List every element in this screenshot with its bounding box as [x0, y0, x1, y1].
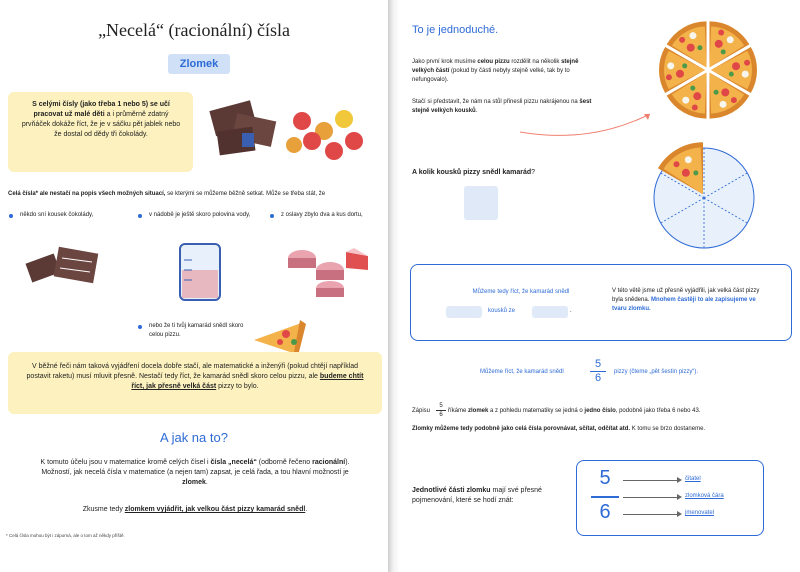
- fraction-definition: [412, 402, 792, 420]
- fraction-numerator: 5: [439, 403, 443, 409]
- fraction-denominator: 6: [439, 412, 443, 418]
- split-pizza-text: [412, 58, 602, 85]
- text-bold: jedno číslo: [584, 408, 616, 414]
- bullet-dot: [270, 214, 274, 218]
- fraction-sentence: [480, 358, 780, 388]
- label-denominator: jmenovatel: [685, 510, 715, 516]
- fraction-numerator: 5: [594, 358, 602, 370]
- diagram-denominator: 6: [599, 501, 611, 523]
- sliced-pizza-icon: [652, 14, 764, 126]
- question-bold: A kolik kousků pizzy snědl kamarád: [412, 169, 532, 176]
- note-part: V této větě jsme už přesně vyjádřili, jak velká část pizzy byla snědena.: [612, 288, 760, 303]
- text-part: , podobně jako třeba 6 nebo 43.: [615, 408, 701, 414]
- text-part: Zápisu: [412, 408, 431, 414]
- arrow-bar: [623, 497, 679, 498]
- question-text: [412, 168, 612, 178]
- parts-text: [412, 486, 567, 506]
- text-part: Zkusme tedy: [82, 506, 125, 513]
- curved-arrow-icon: [510, 100, 660, 145]
- bullet-water: v nádobě je ještě skoro polovina vody,: [149, 212, 251, 218]
- fraction-sentence-part: pizzy (čteme „pět šestin pizzy“).: [614, 369, 699, 375]
- right-page: [400, 0, 800, 572]
- label-bar: zlomková čára: [685, 493, 724, 499]
- rational-text: [30, 458, 360, 488]
- text-part: Stačí si představit, že nám na stůl přinesli pizzu nakrájenou na: [412, 99, 580, 105]
- fraction-inline: [590, 358, 606, 385]
- topic-pill: Zlomek: [168, 54, 230, 74]
- bullet-dot: [138, 214, 142, 218]
- text-part: .: [305, 506, 308, 513]
- text-part: mají své přesné pojmenování, které se hodí znát:: [412, 487, 542, 504]
- diagram-numerator: 5: [599, 467, 611, 489]
- precision-text: [22, 362, 368, 392]
- whole-bold: Celá čísla* ale nestačí na popis všech možných situací,: [8, 191, 166, 197]
- whole-rest: se kterými se můžeme běžně setkat. Může se třeba stát, že: [165, 191, 326, 197]
- text-bold: zlomek: [468, 408, 489, 414]
- bullet-cake: z oslavy zbylo dva a kus dortu,: [281, 212, 363, 218]
- sentence-of: kousků ze: [488, 308, 516, 314]
- whole-numbers-text: [8, 190, 380, 199]
- bullet-dot: [9, 214, 13, 218]
- text-bold: celou pizzu: [477, 59, 510, 65]
- text-part: (odborně řečeno: [256, 459, 313, 466]
- arrow-denominator: [623, 514, 679, 515]
- text-bold: čísla „necelá“: [210, 459, 257, 466]
- question-mark: ?: [531, 169, 536, 176]
- text-bold: stejně velkých částí: [412, 59, 579, 74]
- total-blank[interactable]: [532, 306, 568, 318]
- text-bold: Zlomky můžeme tedy podobně jako celá čísla porovnávat, sčítat, odčítat atd.: [412, 426, 631, 432]
- note-bold: Mnohem častěji to ale zapisujeme ve tvaru zlomku.: [612, 297, 756, 312]
- text-part: Jako první krok musíme: [412, 59, 478, 65]
- book-gutter: [388, 0, 400, 572]
- arrow-head: [677, 494, 682, 500]
- text-part: K tomuto účelu jsou v matematice kromě celých čísel i: [40, 459, 211, 466]
- text-bold: šest stejně velkých kousků: [412, 99, 592, 114]
- eaten-pizza-icon: [650, 140, 760, 255]
- text-bold: racionální: [312, 459, 346, 466]
- right-heading: To je jednoduché.: [412, 24, 499, 36]
- text-part: říkáme: [448, 408, 469, 414]
- water-glass-icon: [170, 240, 230, 305]
- bullet-pizza: nebo že ti tvůj kamarád snědl skoro celou pizzu.: [149, 323, 244, 338]
- chocolate-bar-icon: [209, 100, 276, 155]
- chocolate-apples-illustration: [204, 95, 374, 175]
- intro-bold: S celými čísly (jako třeba 1 nebo 5) se učí pracovat už malé děti: [32, 101, 170, 118]
- text-bold: zlomkem vyjádřit, jak velkou část pizzy kamarád snědl: [124, 506, 306, 513]
- text-part: (pokud by části nebyly stejně velké, tak by to nefungovalo).: [412, 68, 570, 83]
- howto-heading: A jak na to?: [160, 430, 228, 445]
- text-bold: zlomek: [182, 479, 206, 486]
- definition-text: [448, 407, 792, 416]
- arrow-head: [677, 511, 682, 517]
- bullet-dot: [138, 325, 142, 329]
- precision-part: pizzy to bylo.: [216, 383, 259, 390]
- footnote: * Celá čísla mohou být i záporná, ale o tom až někdy příště.: [6, 533, 125, 538]
- eaten-blank[interactable]: [446, 306, 482, 318]
- cakes-icon: [284, 238, 374, 303]
- text-part: .: [475, 108, 478, 114]
- fraction-sentence-part: Můžeme říct, že kamarád snědl: [480, 369, 564, 375]
- left-page: [0, 0, 388, 572]
- intro-text: [20, 100, 182, 140]
- precision-bold: budeme chtít říct, jak přesně velká část: [131, 373, 364, 390]
- fraction-small: [436, 402, 446, 419]
- text-part: ). Možností, jak necelá čísla v matematice (a nejen tam) zapsat, je celá řada, a tou hlavní možností je: [41, 459, 350, 476]
- sentence-say: Můžeme tedy říct, že kamarád snědl: [472, 289, 570, 295]
- compare-text: [412, 425, 792, 434]
- try-fraction-text: [20, 505, 370, 515]
- text-part: rozdělit na několik: [509, 59, 562, 65]
- chocolate-piece-icon: [22, 240, 102, 295]
- bullet-chocolate: někdo sní kousek čokolády,: [20, 212, 94, 218]
- label-numerator: čitatel: [685, 476, 701, 482]
- fraction-diagram: [576, 460, 764, 536]
- sentence-note: [612, 287, 772, 314]
- answer-blank[interactable]: [464, 186, 498, 220]
- sentence-dot: .: [570, 308, 572, 314]
- text-bold: Jednotlivé části zlomku: [412, 487, 491, 494]
- intro-rest: a i průměrně zdatný prvňáček dokáže říct, že je v sáčku pět jablek nebo že dostal od dědy tři čokolády.: [21, 111, 181, 138]
- arrow-head: [677, 477, 682, 483]
- diagram-fraction-bar: [591, 496, 619, 498]
- precision-part: V běžné řeči nám taková vyjádření docela dobře stačí, ale matematické a inženýři (pokud chtějí například postavit raketu) musí mluvit přesně. Nestačí tedy říct, že kamarád snědl skoro celou pizzu, ale: [26, 363, 359, 380]
- text-part: K tomu se brzo dostaneme.: [630, 426, 706, 432]
- text-part: .: [205, 479, 208, 486]
- apples-icon: [286, 110, 363, 160]
- arrow-numerator: [623, 480, 679, 481]
- page-title: „Necelá“ (racionální) čísla: [98, 20, 290, 40]
- text-part: a z pohledu matematiky se jedná o: [488, 408, 585, 414]
- fraction-denominator: 6: [594, 372, 602, 384]
